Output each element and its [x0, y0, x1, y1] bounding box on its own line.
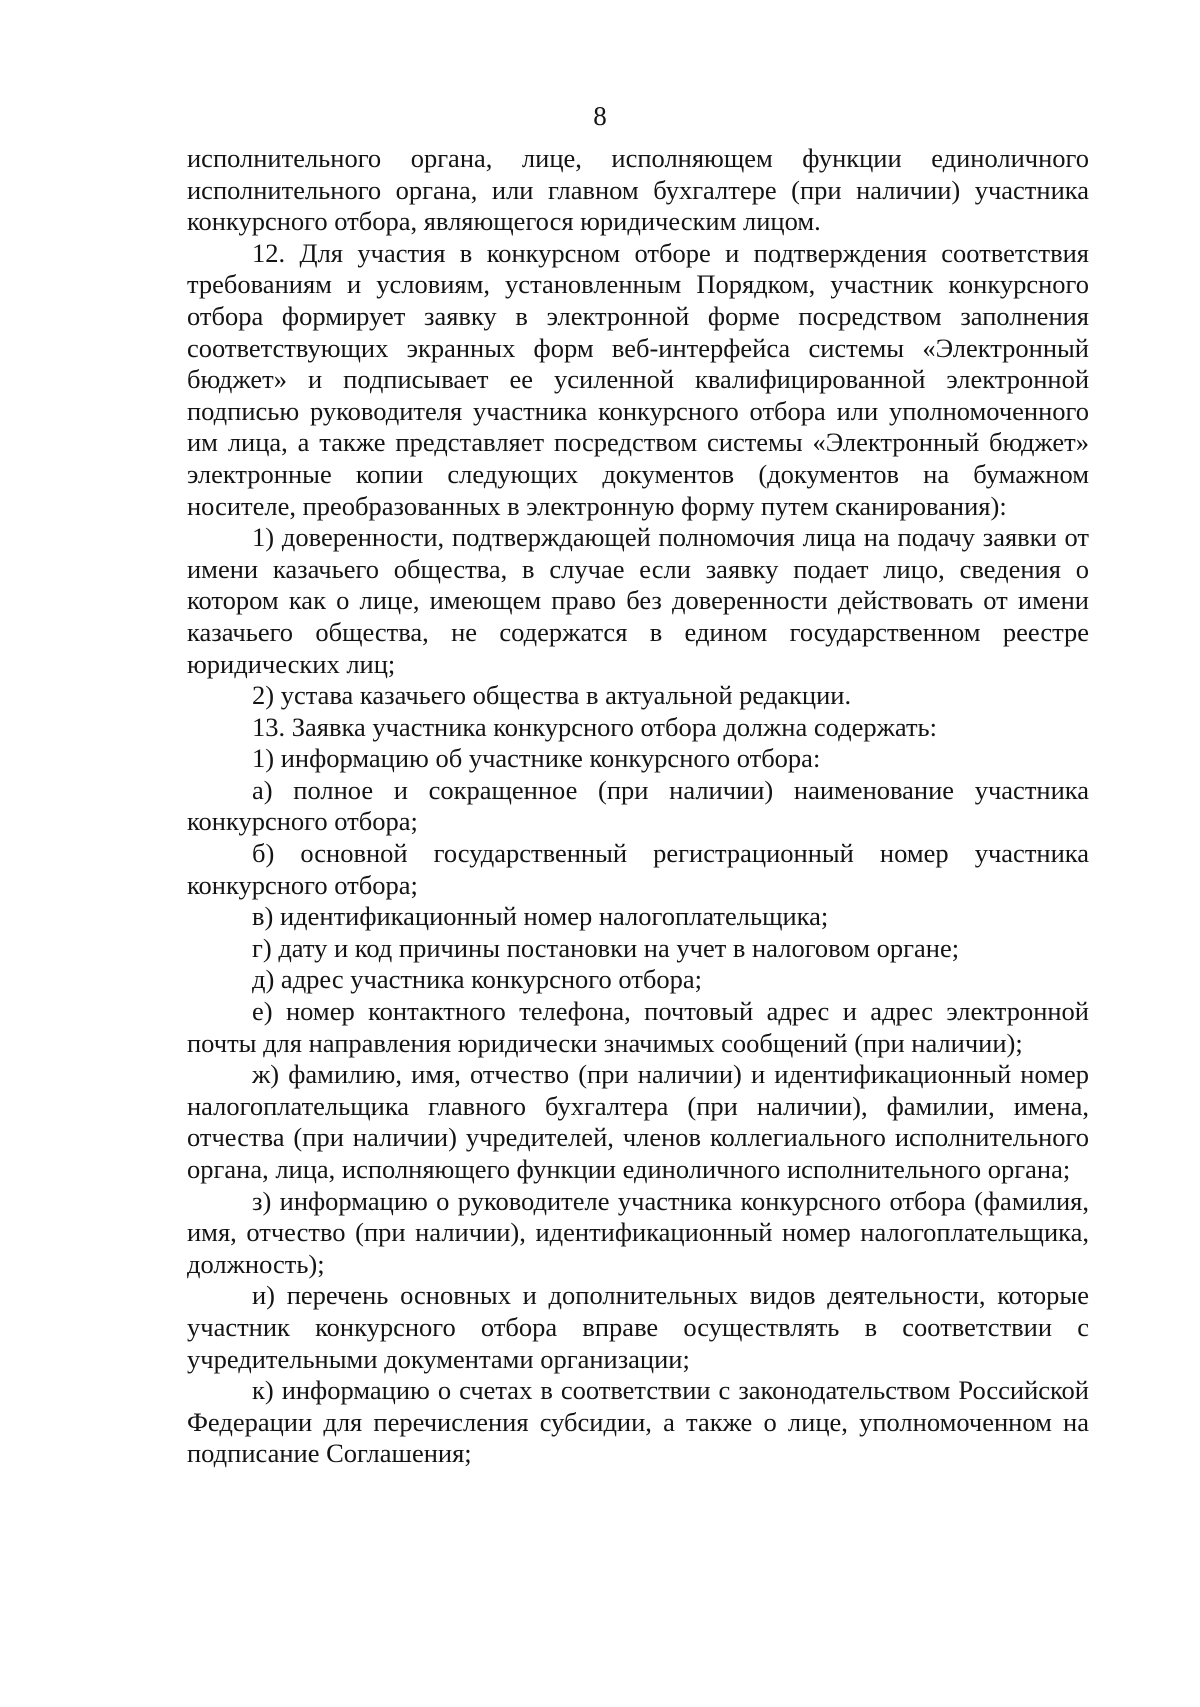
- paragraph-clause-12: 12. Для участия в конкурсном отборе и подтверждения соответствия требованиям и условиям, установленным Порядком, участник конкурсного отбора формирует заявку в электронной форме посредством заполнения соответствующих экранных форм веб-интерфейса системы «Электронный бюджет» и подписывает ее усиленной квалифицированной электронной подписью руководителя участника конкурсного отбора или уполномоченного им лица, а также представляет посредством системы «Электронный бюджет» электронные копии следующих документов (документов на бумажном носителе, преобразованных в электронную форму путем сканирования):: [187, 237, 1089, 521]
- paragraph-item-1-participant-info: 1) информацию об участнике конкурсного отбора:: [252, 743, 821, 774]
- document-body: [187, 143, 1089, 1470]
- paragraph-subitem-v: в) идентификационный номер налогоплательщика;: [252, 901, 829, 932]
- paragraph-subitem-k: к) информацию о счетах в соответствии с законодательством Российской Федерации для перечисления субсидии, а также о лице, уполномоченном на подписание Соглашения;: [187, 1375, 1089, 1469]
- paragraph-item-2-charter: 2) устава казачьего общества в актуальной редакции.: [252, 680, 852, 711]
- page-number: 8: [593, 101, 607, 131]
- paragraph-subitem-b: б) основной государственный регистрационный номер участника конкурсного отбора;: [187, 838, 1089, 900]
- paragraph-subitem-e: е) номер контактного телефона, почтовый адрес и адрес электронной почты для направления юридически значимых сообщений (при наличии);: [187, 996, 1089, 1058]
- paragraph-subitem-z: з) информацию о руководителе участника конкурсного отбора (фамилия, имя, отчество (при наличии), идентификационный номер налогоплательщика, должность);: [187, 1185, 1089, 1279]
- paragraph-continuation: исполнительного органа, лице, исполняющем функции единоличного исполнительного органа, или главном бухгалтере (при наличии) участника конкурсного отбора, являющегося юридическим лицом.: [187, 143, 1089, 237]
- paragraph-subitem-i: и) перечень основных и дополнительных видов деятельности, которые участник конкурсного отбора вправе осуществлять в соответствии с учредительными документами организации;: [187, 1280, 1089, 1374]
- paragraph-subitem-a: а) полное и сокращенное (при наличии) наименование участника конкурсного отбора;: [187, 774, 1089, 837]
- paragraph-clause-13: 13. Заявка участника конкурсного отбора должна содержать:: [252, 711, 937, 742]
- paragraph-subitem-g: г) дату и код причины постановки на учет в налоговом органе;: [252, 932, 960, 963]
- paragraph-item-1-power-of-attorney: 1) доверенности, подтверждающей полномочия лица на подачу заявки от имени казачьего общества, в случае если заявку подает лицо, сведения о котором как о лице, имеющем право без доверенности действовать от имени казачьего общества, не содержатся в едином государственном реестре юридических лиц;: [187, 522, 1089, 679]
- paragraph-subitem-zh: ж) фамилию, имя, отчество (при наличии) и идентификационный номер налогоплательщика главного бухгалтера (при наличии), фамилии, имена, отчества (при наличии) учредителей, членов коллегиального исполнительного органа, лица, исполняющего функции единоличного исполнительного органа;: [187, 1059, 1089, 1184]
- paragraph-subitem-d: д) адрес участника конкурсного отбора;: [252, 964, 702, 995]
